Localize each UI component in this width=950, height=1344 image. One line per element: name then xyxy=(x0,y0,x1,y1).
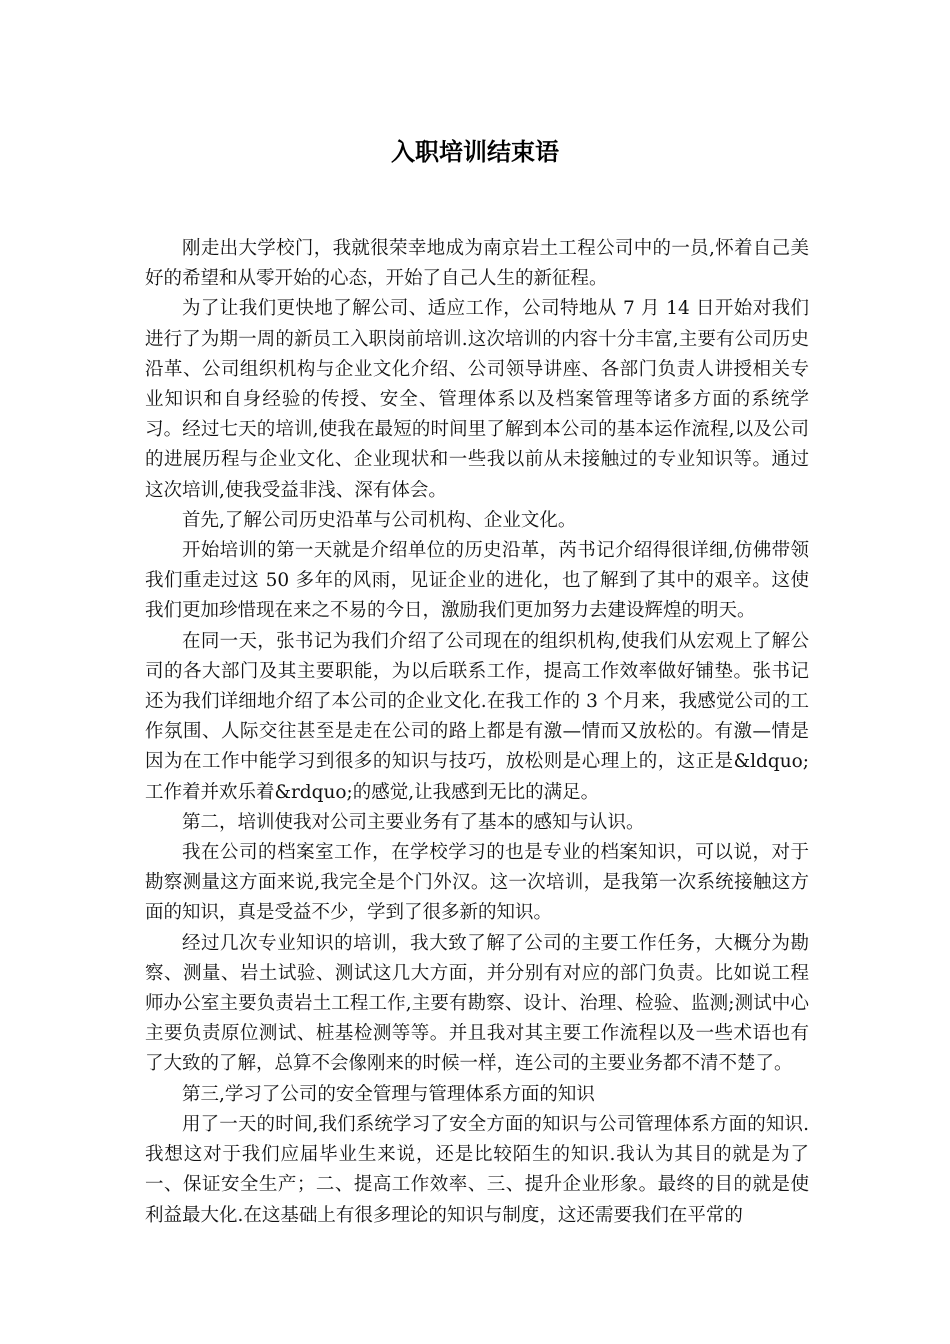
paragraph-organization: 在同一天，张书记为我们介绍了公司现在的组织机构,使我们从宏观上了解公司的各大部门及其主要职能，为以后联系工作，提高工作效率做好铺垫。张书记还为我们详细地介绍了本公司的企业文化.在我工作的 3 个月来，我感觉公司的工作氛围、人际交往甚至是走在公司的路上都是有激—情而又放松的。有激—情是因为在工作中能学习到很多的知识与技巧，放松则是心理上的，这正是&ldquo;工作着并欢乐着&rdquo;的感觉,让我感到无比的满足。 xyxy=(145,630,809,803)
document-title: 入职培训结束语 xyxy=(391,138,559,166)
paragraph-third-point: 第三,学习了公司的安全管理与管理体系方面的知识 xyxy=(182,1083,595,1105)
paragraph-business: 经过几次专业知识的培训，我大致了解了公司的主要工作任务，大概分为勘察、测量、岩土试验、测试这几大方面，并分别有对应的部门负责。比如说工程师办公室主要负责岩土工程工作,主要有勘察、设计、治理、检验、监测;测试中心主要负责原位测试、桩基检测等等。并且我对其主要工作流程以及一些术语也有了大致的了解，总算不会像刚来的时候一样，连公司的主要业务都不清不楚了。 xyxy=(145,932,809,1075)
paragraph-training-overview: 为了让我们更快地了解公司、适应工作，公司特地从 7 月 14 日开始对我们进行了为期一周的新员工入职岗前培训.这次培训的内容十分丰富,主要有公司历史沿革、公司组织机构与企业文化介绍、公司领导讲座、各部门负责人讲授相关专业知识和自身经验的传授、安全、管理体系以及档案管理等诸多方面的系统学习。经过七天的培训,使我在最短的时间里了解到本公司的基本运作流程,以及公司的进展历程与企业文化、企业现状和一些我以前从未接触过的专业知识等。通过这次培训,使我受益非浅、深有体会。 xyxy=(145,298,809,501)
paragraph-history: 开始培训的第一天就是介绍单位的历史沿革，芮书记介绍得很详细,仿佛带领我们重走过这 50 多年的风雨，见证企业的进化，也了解到了其中的艰辛。这使我们更加珍惜现在来之不易的今日，激励我们更加努力去建设辉煌的明天。 xyxy=(145,540,809,622)
paragraph-first-point: 首先,了解公司历史沿革与公司机构、企业文化。 xyxy=(182,509,577,531)
paragraph-archive-work: 我在公司的档案室工作，在学校学习的也是专业的档案知识，可以说，对于勘察测量这方面来说,我完全是个门外汉。这一次培训，是我第一次系统接触这方面的知识，真是受益不少，学到了很多新的知识。 xyxy=(145,842,809,924)
paragraph-safety: 用了一天的时间,我们系统学习了安全方面的知识与公司管理体系方面的知识.我想这对于我们应届毕业生来说，还是比较陌生的知识.我认为其目的就是为了一、保证安全生产；二、提高工作效率、三、提升企业形象。最终的目的就是使利益最大化.在这基础上有很多理论的知识与制度，这还需要我们在平常的 xyxy=(145,1113,809,1226)
document-body xyxy=(145,234,809,1231)
paragraph-second-point: 第二，培训使我对公司主要业务有了基本的感知与认识。 xyxy=(182,811,645,833)
paragraph-intro: 刚走出大学校门，我就很荣幸地成为南京岩土工程公司中的一员,怀着自己美好的希望和从零开始的心态，开始了自己人生的新征程。 xyxy=(145,238,809,290)
